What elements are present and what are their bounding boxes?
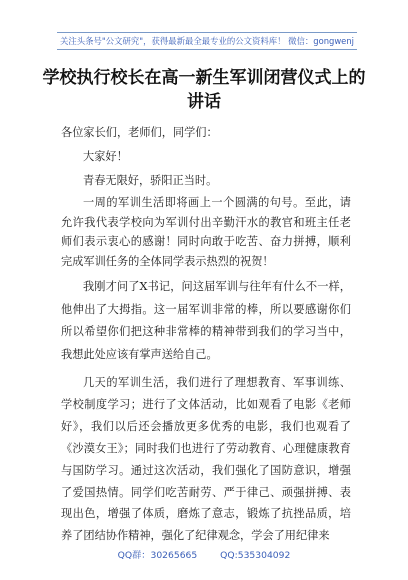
document-title: 学校执行校长在高一新生军训闭营仪式上的讲话 <box>42 68 366 112</box>
footer-qq: QQ:535304092 <box>220 550 291 561</box>
footer-contact <box>0 547 408 561</box>
salutation: 各位家长们，老师们，同学们： <box>61 126 218 139</box>
paragraph-praise: 我刚才问了X书记，问这届军训与往年有什么不一样，他伸出了大拇指。这一届军训非常的棒，所以要感谢你们所以希望你们把这种非常棒的精神带到我们的学习当中，我想此处应该有掌声送给自己。 <box>61 280 351 361</box>
footer-qq-group: QQ群：30265665 <box>117 550 198 561</box>
opening-line: 青春无限好，骄阳正当时。 <box>83 174 218 187</box>
greeting: 大家好！ <box>83 150 128 163</box>
header-banner: 关注头条号"公文研究"，获得最新最全最专业的公文资料库！ 微信：gongwenj <box>57 32 357 50</box>
paragraph-activities: 几天的军训生活，我们进行了理想教育、军事训练、学校制度学习；进行了文体活动，比如观看了电影《老师好》，我们以后还会播放更多优秀的电影，我们也观看了《沙漠女王》；同时我们也进行了劳动教育、心理健康教育与国防学习。通过这次活动，我们强化了国防意识，增强了爱国热情。同学们吃苦耐劳、严于律己、顽强拼搏、表现出色，增强了体质，磨炼了意志，锻炼了抗挫品质，培养了团结协作精神，强化了纪律观念，学会了用纪律来 <box>61 376 351 543</box>
paragraph-thanks: 一周的军训生活即将画上一个圆满的句号。至此，请允许我代表学校向为军训付出辛勤汗水的教官和班主任老师们表示衷心的感谢！同时向敢于吃苦、奋力拼搏，顺利完成军训任务的全体同学表示热烈的祝贺！ <box>61 196 351 268</box>
